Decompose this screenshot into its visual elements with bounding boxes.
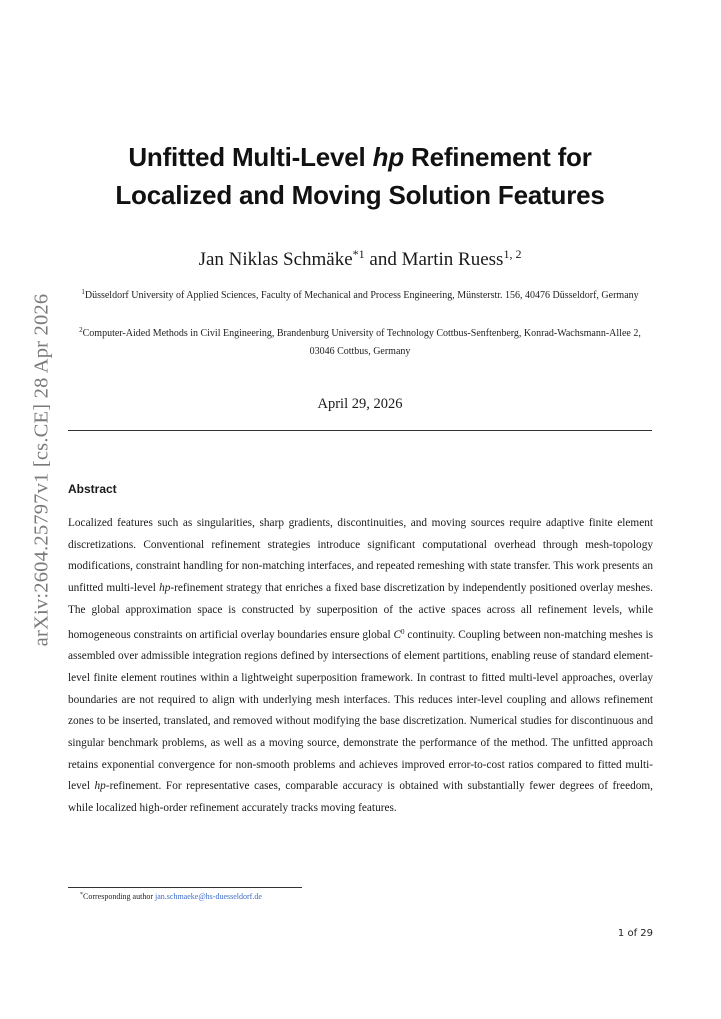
affiliation-1-text: Düsseldorf University of Applied Sciences, Faculty of Mechanical and Process Engineering, Münsterstr. 156, 40476 Düsseldorf, Germany	[84, 290, 639, 301]
arxiv-identifier	[22, 260, 62, 680]
affiliation-1	[70, 283, 650, 305]
arxiv-identifier-text: arXiv:2604.25797v1 [cs.CE] 28 Apr 2026	[30, 293, 53, 647]
publication-date: April 29, 2026	[317, 396, 403, 412]
title-italic-hp: hp	[372, 142, 404, 172]
footnote-mark: *	[80, 892, 83, 898]
author-2: Martin Ruess	[401, 249, 504, 270]
abstract-c-sup: 0	[401, 627, 405, 636]
footnote-divider	[68, 887, 302, 888]
abstract-part-3: continuity. Coupling between non-matching meshes is assembled over admissible integration regions defined by intersections of element partitions, enabling reuse of standard element-level finite element routines within a lightweight superposition framework. In contrast to fitted multi-level approaches, overlay boundaries are not required to align with underlying mesh interfaces. This reduces inter-level coupling and allows refinement zones to be inserted, translated, and removed without modifying the base discretization. Numerical studies for discontinuous and singular benchmark problems, as well as a moving source, demonstrate the performance of the method. The unfitted approach retains exponential convergence for non-smooth problems and achieves improved error-to-cost ratios compared to fitted multi-level	[68, 628, 653, 793]
author-joiner: and	[364, 249, 402, 270]
paper-title	[60, 138, 660, 214]
abstract-body	[68, 513, 653, 820]
affiliation-2-text: Computer-Aided Methods in Civil Engineering, Brandenburg University of Technology Cottbus-Senftenberg, Konrad-Wachsmann-Allee 2, 03046 Cottbus, Germany	[82, 328, 641, 357]
title-line-1	[60, 138, 660, 176]
footnote	[80, 892, 262, 901]
affiliation-1-mark: 1	[81, 288, 85, 296]
author-1-marks: *1	[352, 247, 365, 261]
author-1: Jan Niklas Schmäke	[198, 249, 353, 270]
header-divider	[68, 430, 652, 431]
abstract-part-4: -refinement. For representative cases, comparable accuracy is obtained with substantially fewer degrees of freedom, while localized high-order refinement accurately tracks moving features.	[68, 780, 653, 815]
affiliation-2-mark: 2	[79, 326, 83, 334]
page-number: 1 of 29	[617, 928, 653, 939]
title-text-1-end: Refinement for	[403, 142, 592, 172]
title-text-1: Unfitted Multi-Level	[128, 142, 373, 172]
footnote-label: Corresponding author	[83, 892, 155, 901]
author-2-marks: 1, 2	[503, 247, 522, 261]
author-list	[60, 241, 660, 273]
abstract-hp-2: hp	[94, 780, 106, 793]
abstract-part-2: -refinement strategy that enriches a fixed base discretization by independently positioned overlay meshes. The global approximation space is constructed by superposition of the active spaces across all refinement levels, while homogeneous constraints on artificial overlay boundaries ensure global	[68, 582, 653, 641]
affiliation-2	[70, 321, 650, 361]
abstract-hp-1: hp	[159, 582, 171, 595]
abstract-heading: Abstract	[68, 482, 117, 496]
abstract-c-symbol: C	[393, 628, 402, 641]
abstract-part-1: Localized features such as singularities, sharp gradients, discontinuities, and moving sources require adaptive finite element discretizations. Conventional refinement strategies introduce significant computational overhead through mesh-topology modifications, constraint handling for non-matching interfaces, and repeated remeshing with state transfer. This work presents an unfitted multi-level	[68, 517, 653, 595]
title-line-2: Localized and Moving Solution Features	[115, 180, 605, 210]
footnote-email-link[interactable]: jan.schmaeke@hs-duesseldorf.de	[155, 892, 262, 901]
